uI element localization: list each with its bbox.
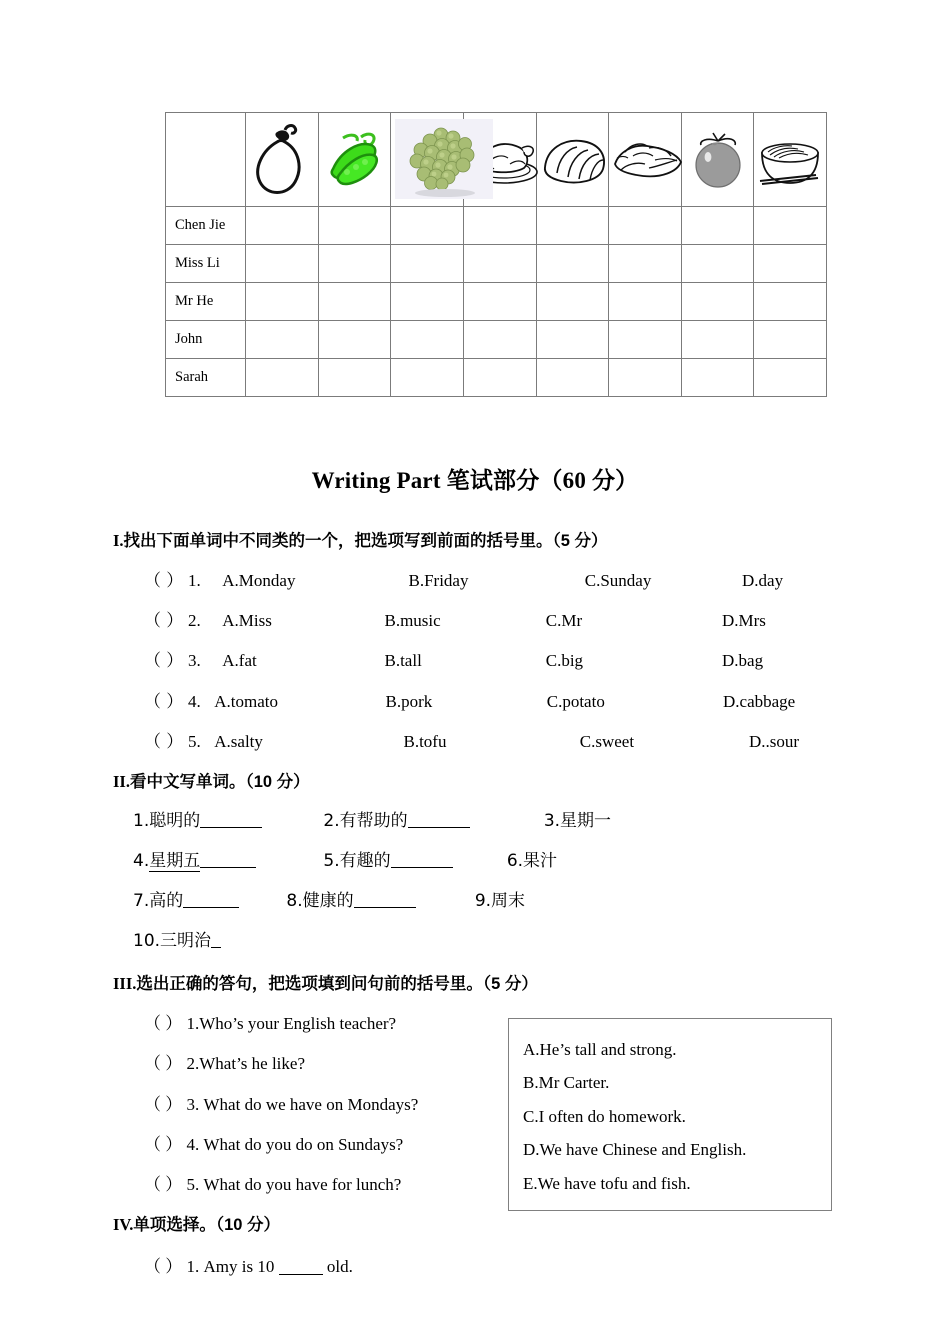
item-number: 8.: [286, 891, 303, 911]
answer-blank[interactable]: [200, 851, 256, 868]
cn-word: 聪明的: [149, 811, 201, 831]
section-2-heading: [113, 768, 310, 792]
item-number: 1.: [133, 811, 150, 831]
answer-options-box: [508, 1018, 832, 1211]
cn-item-10: [133, 926, 221, 951]
answer-blank[interactable]: [200, 811, 262, 828]
question-text: 1.Who’s your English teacher?: [186, 1014, 397, 1033]
option-b[interactable]: B.tofu: [403, 732, 447, 751]
cell[interactable]: [536, 359, 609, 397]
item-number: 5.: [323, 851, 340, 871]
cn-word: 高的: [149, 891, 184, 911]
option-d[interactable]: D.cabbage: [723, 692, 796, 711]
section-2-text: 看中文写单词。（10 分）: [129, 773, 310, 791]
question-text: 5. What do you have for lunch?: [186, 1175, 402, 1194]
cn-item-6: [507, 846, 557, 871]
cell[interactable]: [318, 359, 391, 397]
section-4-item-1: [144, 1252, 353, 1277]
question-text: 3. What do we have on Mondays?: [186, 1095, 419, 1114]
answer-paren[interactable]: （ ）: [144, 1054, 183, 1073]
cn-word: 果汁: [523, 851, 558, 871]
answer-paren[interactable]: （ ）: [144, 611, 184, 630]
option-b[interactable]: B.pork: [385, 692, 433, 711]
cell[interactable]: [754, 207, 827, 245]
cn-word: 健康的: [302, 891, 354, 911]
row-label-john: John: [166, 321, 246, 359]
cell[interactable]: [391, 359, 464, 397]
answer-paren[interactable]: （ ）: [144, 1095, 183, 1114]
food-survey-table: [165, 112, 827, 397]
item-number: 1.: [188, 571, 201, 590]
cell[interactable]: [246, 283, 319, 321]
table-row: [166, 245, 827, 283]
row-label-chen-jie: Chen Jie: [166, 207, 246, 245]
option-c[interactable]: C.Mr: [545, 611, 583, 630]
cn-word-row-3: [133, 886, 525, 911]
row-label-mr-he: Mr He: [166, 283, 246, 321]
cn-item-9: [475, 886, 525, 911]
option-d[interactable]: D..sour: [749, 732, 800, 751]
cell[interactable]: [754, 283, 827, 321]
section-1-numeral: I.: [113, 531, 124, 550]
header-corner-cell: [166, 113, 246, 207]
cell[interactable]: [246, 321, 319, 359]
cn-word-row-1: [133, 806, 611, 831]
section-4-heading: [113, 1211, 280, 1235]
item-number: 4.: [188, 692, 201, 711]
section-1-text: 找出下面单词中不同类的一个，把选项写到前面的括号里。（5 分）: [123, 532, 608, 550]
option-a[interactable]: A.Monday: [222, 571, 296, 590]
option-b[interactable]: B.music: [384, 611, 441, 630]
cell[interactable]: [318, 283, 391, 321]
answer-option-c[interactable]: C.I often do homework.: [523, 1106, 686, 1126]
mc-item-3: [144, 646, 763, 671]
cell[interactable]: [681, 283, 754, 321]
cn-word: 有帮助的: [339, 811, 408, 831]
survey-grid: [165, 112, 827, 397]
cell[interactable]: [609, 283, 682, 321]
answer-paren[interactable]: （ ）: [144, 1175, 183, 1194]
option-a[interactable]: A.Miss: [222, 611, 272, 630]
cell[interactable]: [609, 245, 682, 283]
option-a[interactable]: A.salty: [214, 732, 263, 751]
item-number: 2.: [323, 811, 340, 831]
answer-paren[interactable]: （ ）: [144, 1014, 183, 1033]
section-3-heading: [113, 970, 538, 994]
answer-paren[interactable]: （ ）: [144, 692, 184, 711]
option-a[interactable]: A.fat: [222, 651, 257, 670]
cell[interactable]: [681, 359, 754, 397]
table-header-row: [166, 113, 827, 207]
cell[interactable]: [681, 207, 754, 245]
cn-word-row-2: [133, 846, 557, 871]
answer-paren[interactable]: （ ）: [144, 1135, 183, 1154]
item-number: 6.: [506, 851, 524, 871]
cell[interactable]: [318, 207, 391, 245]
question-text: 4. What do you do on Sundays?: [186, 1135, 404, 1154]
cn-word: 周末: [491, 891, 526, 911]
row-label-sarah: Sarah: [166, 359, 246, 397]
option-c[interactable]: C.sweet: [579, 732, 635, 751]
page-title: Writing Part 笔试部分（60 分）: [311, 468, 639, 493]
cn-item-8: [286, 886, 469, 911]
item-number: 7.: [133, 891, 150, 911]
item-number: 2.: [188, 611, 201, 630]
question-text: 2.What’s he like?: [186, 1054, 305, 1073]
mc-item-1: [144, 566, 783, 591]
cell[interactable]: [609, 207, 682, 245]
tomato-icon: [681, 113, 754, 207]
cell[interactable]: [681, 245, 754, 283]
cell[interactable]: [536, 207, 609, 245]
cell[interactable]: [754, 321, 827, 359]
cn-item-2: [323, 806, 538, 831]
answer-option-b[interactable]: B.Mr Carter.: [523, 1073, 610, 1093]
option-c[interactable]: C.potato: [546, 692, 605, 711]
mc-item-5: [144, 727, 799, 752]
item-number: 4.: [133, 851, 150, 871]
cn-item-7: [133, 886, 281, 911]
cell[interactable]: [681, 321, 754, 359]
item-number: 9.: [474, 891, 492, 911]
cn-word-row-4: [133, 926, 221, 951]
option-d[interactable]: D.Mrs: [722, 611, 766, 630]
option-a[interactable]: A.tomato: [214, 692, 278, 711]
section-1-heading: [113, 527, 608, 551]
match-question-2: [144, 1049, 305, 1074]
row-label-miss-li: Miss Li: [166, 245, 246, 283]
section-2-numeral: II.: [113, 772, 130, 791]
table-row: [166, 359, 827, 397]
mc-item-2: [144, 606, 766, 631]
option-c[interactable]: C.big: [545, 651, 584, 670]
option-b[interactable]: B.tall: [384, 651, 422, 670]
item-number: 3.: [543, 811, 561, 831]
noodles-bowl-icon: [754, 113, 827, 207]
grapes-icon: [391, 113, 464, 207]
cell[interactable]: [463, 359, 536, 397]
answer-blank[interactable]: [183, 891, 239, 908]
answer-blank[interactable]: [391, 851, 453, 868]
cell[interactable]: [754, 359, 827, 397]
answer-paren[interactable]: （ ）: [144, 1257, 183, 1276]
cn-word: 有趣的: [339, 851, 391, 871]
cell[interactable]: [754, 245, 827, 283]
match-question-1: [144, 1009, 396, 1034]
table-row: [166, 321, 827, 359]
answer-blank[interactable]: [211, 931, 221, 948]
cn-word: 星期五: [149, 851, 201, 871]
question-text-pre: 1. Amy is 10: [186, 1257, 275, 1276]
cell[interactable]: [609, 359, 682, 397]
eggplant-icon: [246, 113, 319, 207]
cn-word: 星期一: [560, 811, 612, 831]
question-text-post: old.: [326, 1257, 353, 1276]
cell[interactable]: [246, 207, 319, 245]
item-number: 5.: [188, 732, 201, 751]
section-4-text: 单项选择。（10 分）: [133, 1216, 281, 1234]
answer-blank[interactable]: [408, 811, 470, 828]
mc-item-4: [144, 687, 795, 712]
cn-word: 三明治: [160, 931, 212, 951]
cell[interactable]: [536, 245, 609, 283]
cell[interactable]: [463, 283, 536, 321]
answer-paren[interactable]: （ ）: [144, 732, 184, 751]
section-4-numeral: IV.: [113, 1215, 134, 1234]
section-3-numeral: III.: [113, 974, 137, 993]
cell[interactable]: [609, 321, 682, 359]
answer-option-e[interactable]: E.We have tofu and fish.: [523, 1173, 691, 1193]
option-d[interactable]: D.bag: [722, 651, 764, 670]
section-3-text: 选出正确的答句，把选项填到问句前的括号里。（5 分）: [136, 975, 538, 993]
cell[interactable]: [463, 245, 536, 283]
match-question-4: [144, 1130, 403, 1155]
answer-paren[interactable]: （ ）: [144, 651, 184, 670]
cell[interactable]: [463, 207, 536, 245]
cn-item-3: [544, 806, 611, 831]
cell[interactable]: [246, 245, 319, 283]
answer-option-a[interactable]: A.He’s tall and strong.: [523, 1040, 677, 1059]
cell[interactable]: [391, 245, 464, 283]
cell[interactable]: [318, 321, 391, 359]
cell[interactable]: [536, 283, 609, 321]
cell[interactable]: [391, 283, 464, 321]
cn-item-5: [323, 846, 501, 871]
answer-blank[interactable]: [279, 1274, 323, 1275]
cell[interactable]: [391, 321, 464, 359]
match-question-5: [144, 1170, 401, 1195]
cabbage-icon: [609, 113, 682, 207]
cell[interactable]: [536, 321, 609, 359]
cn-item-1: [133, 806, 318, 831]
table-row: [166, 207, 827, 245]
option-c[interactable]: C.Sunday: [584, 571, 652, 590]
option-d[interactable]: D.day: [742, 571, 784, 590]
cell[interactable]: [318, 245, 391, 283]
cell[interactable]: [391, 207, 464, 245]
match-question-3: [144, 1090, 418, 1115]
item-number: 3.: [188, 651, 201, 670]
bread-icon: [536, 113, 609, 207]
answer-paren[interactable]: （ ）: [144, 571, 184, 590]
green-beans-icon: [318, 113, 391, 207]
cn-item-4: [133, 846, 318, 871]
answer-blank[interactable]: [354, 891, 416, 908]
table-row: [166, 283, 827, 321]
option-b[interactable]: B.Friday: [408, 571, 469, 590]
cell[interactable]: [463, 321, 536, 359]
item-number: 10.: [133, 931, 161, 951]
cell[interactable]: [246, 359, 319, 397]
answer-option-d[interactable]: D.We have Chinese and English.: [523, 1140, 747, 1160]
